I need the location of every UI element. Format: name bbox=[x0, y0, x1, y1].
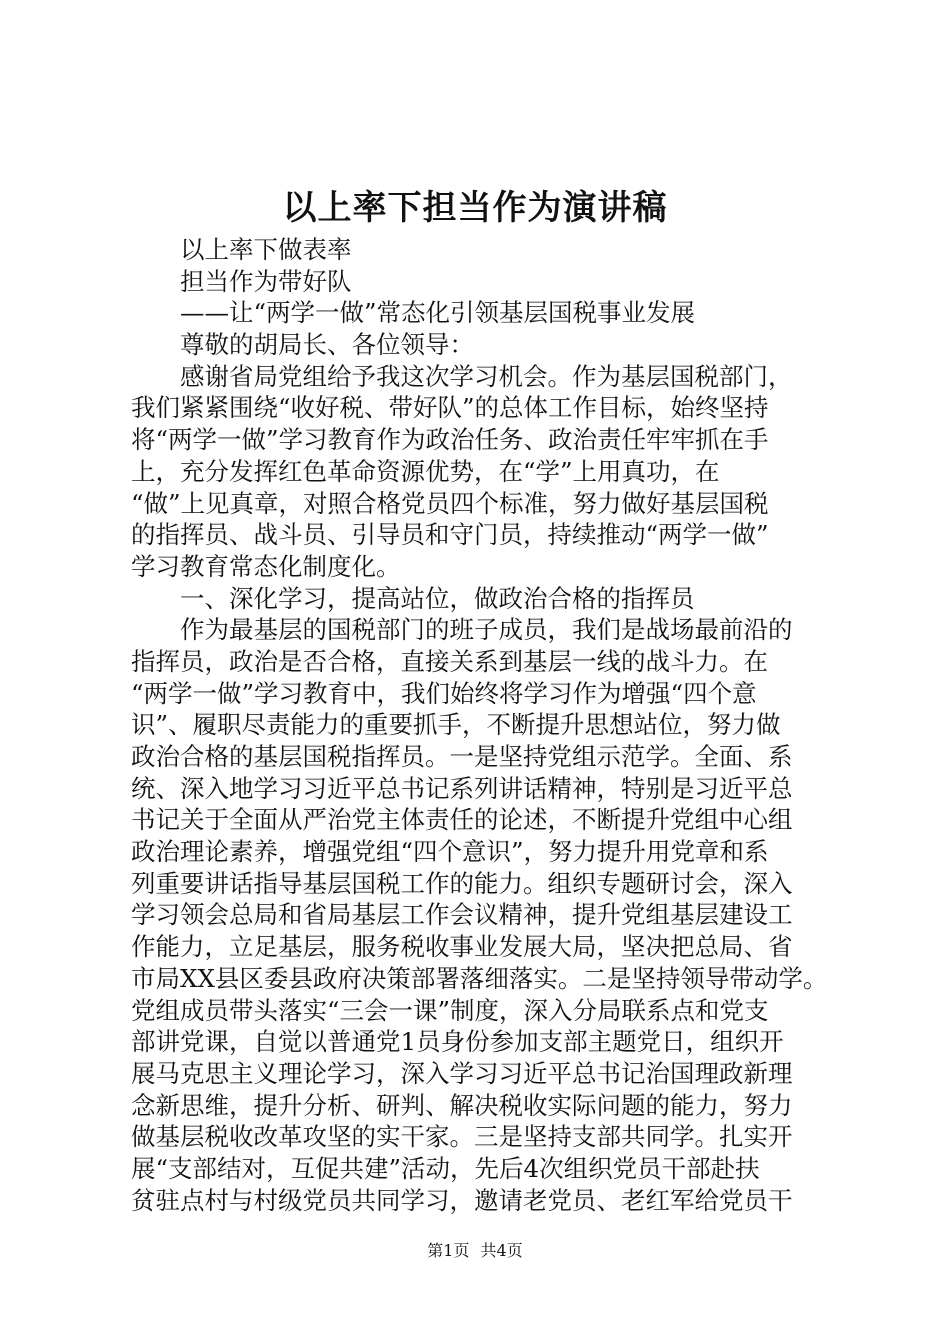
document-body bbox=[131, 234, 826, 1216]
page-footer bbox=[0, 1240, 950, 1262]
paragraph-line: 指挥员，政治是否合格，直接关系到基层一线的战斗力。在 bbox=[131, 646, 768, 676]
paragraph-line: 政治理论素养，增强党组“四个意识”，努力提升用党章和系 bbox=[131, 837, 769, 867]
paragraph-line: 我们紧紧围绕“收好税、带好队”的总体工作目标，始终坚持 bbox=[131, 393, 769, 423]
paragraph-line: 担当作为带好队 bbox=[180, 266, 352, 296]
paragraph-line: 做基层税收改革攻坚的实干家。三是坚持支部共同学。扎实开 bbox=[131, 1122, 793, 1152]
paragraph-line: 列重要讲话指导基层国税工作的能力。组织专题研讨会，深入 bbox=[131, 868, 793, 898]
paragraph-line: “做”上见真章，对照合格党员四个标准，努力做好基层国税 bbox=[131, 488, 769, 518]
paragraph-line: 作为最基层的国税部门的班子成员，我们是战场最前沿的 bbox=[180, 615, 793, 645]
paragraph-line: 部讲党课，自觉以普通党1员身份参加支部主题党日，组织开 bbox=[131, 1027, 784, 1057]
paragraph-line: 展马克思主义理论学习，深入学习习近平总书记治国理政新理 bbox=[131, 1058, 793, 1088]
paragraph-line: 作能力，立足基层，服务税收事业发展大局，坚决把总局、省 bbox=[131, 932, 793, 962]
paragraph-line: 市局XX县区委县政府决策部署落细落实。二是坚持领导带动学。 bbox=[131, 963, 828, 993]
paragraph-line: 党组成员带头落实“三会一课”制度，深入分局联系点和党支 bbox=[131, 995, 769, 1025]
page-number: 第1页 bbox=[427, 1241, 470, 1260]
paragraph-line: ——让“两学一做”常态化引领基层国税事业发展 bbox=[180, 298, 696, 328]
paragraph-line: 感谢省局党组给予我这次学习机会。作为基层国税部门， bbox=[180, 361, 793, 391]
paragraph-line: 学习教育常态化制度化。 bbox=[131, 551, 401, 581]
document-title: 以上率下担当作为演讲稿 bbox=[282, 188, 668, 228]
paragraph-line: 将“两学一做”学习教育作为政治任务、政治责任牢牢抓在手 bbox=[131, 425, 769, 455]
paragraph-line: 贫驻点村与村级党员共同学习，邀请老党员、老红军给党员干 bbox=[131, 1185, 793, 1215]
paragraph-line: 学习领会总局和省局基层工作会议精神，提升党组基层建设工 bbox=[131, 900, 793, 930]
paragraph-line: 政治合格的基层国税指挥员。一是坚持党组示范学。全面、系 bbox=[131, 742, 793, 771]
paragraph-line: 识”、履职尽责能力的重要抓手，不断提升思想站位，努力做 bbox=[131, 710, 781, 740]
paragraph-line: 上，充分发挥红色革命资源优势，在“学”上用真功，在 bbox=[131, 456, 720, 486]
page-total: 共4页 bbox=[480, 1241, 523, 1260]
paragraph-line: 统、深入地学习习近平总书记系列讲话精神，特别是习近平总 bbox=[131, 773, 793, 803]
paragraph-line: 书记关于全面从严治党主体责任的论述，不断提升党组中心组 bbox=[131, 805, 793, 835]
paragraph-line: 展“支部结对，互促共建”活动，先后4次组织党员干部赴扶 bbox=[131, 1153, 760, 1183]
paragraph-line: 的指挥员、战斗员、引导员和守门员，持续推动“两学一做” bbox=[131, 520, 769, 550]
paragraph-line: 念新思维，提升分析、研判、解决税收实际问题的能力，努力 bbox=[131, 1090, 793, 1120]
paragraph-line: 一、深化学习，提高站位，做政治合格的指挥员 bbox=[180, 583, 695, 613]
paragraph-line: 尊敬的胡局长、各位领导： bbox=[180, 330, 474, 360]
paragraph-line: 以上率下做表率 bbox=[180, 235, 352, 264]
paragraph-line: “两学一做”学习教育中，我们始终将学习作为增强“四个意 bbox=[131, 678, 757, 708]
